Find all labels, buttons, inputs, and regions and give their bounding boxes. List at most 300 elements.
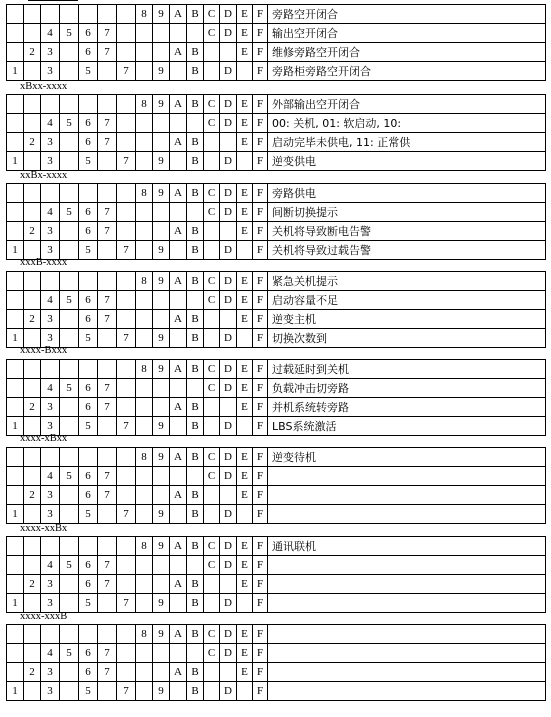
bit-cell: 9 [153, 95, 170, 114]
bit-cell: A [170, 5, 187, 24]
bit-cell: 6 [79, 133, 98, 152]
bit-cell: D [220, 505, 237, 524]
bit-cell [79, 5, 98, 24]
bit-cell [136, 24, 153, 43]
bit-cell [60, 62, 79, 81]
bit-cell: A [170, 663, 187, 682]
bit-cell [204, 329, 220, 348]
bit-cell [117, 537, 136, 556]
bit-cell [136, 43, 153, 62]
bit-cell: E [237, 537, 253, 556]
bit-cell [7, 114, 24, 133]
bit-cell [7, 537, 24, 556]
bit-cell: A [170, 537, 187, 556]
bit-cell [170, 644, 187, 663]
bit-table [6, 271, 546, 348]
bit-cell: 5 [79, 417, 98, 436]
bit-cell [79, 448, 98, 467]
bit-cell [220, 133, 237, 152]
bit-cell [117, 43, 136, 62]
bit-cell: 6 [79, 310, 98, 329]
bit-cell: 1 [7, 505, 24, 524]
bit-cell [136, 329, 153, 348]
bit-cell [117, 448, 136, 467]
bit-cell [136, 241, 153, 260]
bit-cell: 9 [153, 682, 170, 701]
bit-cell [60, 133, 79, 152]
bit-cell [24, 556, 41, 575]
bit-cell: F [253, 556, 268, 575]
bit-cell [204, 43, 220, 62]
bit-cell: 6 [79, 291, 98, 310]
bit-cell [117, 556, 136, 575]
bit-table [6, 183, 546, 260]
bit-cell: 7 [98, 398, 117, 417]
bit-cell: 8 [136, 184, 153, 203]
bit-cell: 3 [41, 152, 60, 171]
bit-cell: F [253, 291, 268, 310]
bit-cell [153, 203, 170, 222]
bit-cell: C [204, 644, 220, 663]
bit-cell [136, 152, 153, 171]
status-description: LBS系统激活 [268, 417, 546, 436]
bit-cell [7, 644, 24, 663]
bit-cell: B [187, 505, 204, 524]
bit-cell [24, 291, 41, 310]
bit-cell: 7 [98, 133, 117, 152]
bit-cell [41, 537, 60, 556]
bit-cell: E [237, 644, 253, 663]
bit-cell [136, 291, 153, 310]
bit-cell: F [253, 448, 268, 467]
bit-cell [98, 625, 117, 644]
bit-cell: B [187, 537, 204, 556]
bit-cell: F [253, 184, 268, 203]
bit-cell: 5 [60, 556, 79, 575]
bit-cell [24, 24, 41, 43]
bit-cell: C [204, 291, 220, 310]
bit-cell [204, 133, 220, 152]
bit-cell: 7 [98, 291, 117, 310]
bit-cell: F [253, 133, 268, 152]
bit-cell [98, 152, 117, 171]
bit-cell: A [170, 310, 187, 329]
bit-cell: B [187, 62, 204, 81]
bit-cell [41, 272, 60, 291]
bit-cell [153, 43, 170, 62]
bit-cell: D [220, 360, 237, 379]
bit-cell [98, 682, 117, 701]
bit-cell: 3 [41, 682, 60, 701]
status-description [268, 625, 546, 644]
bit-cell: F [253, 222, 268, 241]
bit-cell [7, 222, 24, 241]
bit-cell: B [187, 663, 204, 682]
bit-cell [204, 417, 220, 436]
bit-cell: 5 [60, 24, 79, 43]
bit-cell: E [237, 663, 253, 682]
bit-cell: B [187, 222, 204, 241]
bit-cell: 3 [41, 663, 60, 682]
bit-cell: D [220, 329, 237, 348]
status-description [268, 663, 546, 682]
bit-cell [117, 663, 136, 682]
bit-cell: F [253, 594, 268, 613]
bit-cell: F [253, 537, 268, 556]
bit-cell [136, 505, 153, 524]
bit-cell [60, 398, 79, 417]
bit-cell: C [204, 24, 220, 43]
bit-cell: 9 [153, 594, 170, 613]
bit-cell [7, 360, 24, 379]
bit-cell: 2 [24, 133, 41, 152]
bit-cell: C [204, 5, 220, 24]
bit-cell [136, 133, 153, 152]
bit-cell [117, 360, 136, 379]
bit-cell [41, 95, 60, 114]
bit-cell [60, 310, 79, 329]
bit-cell: 6 [79, 24, 98, 43]
table-row [7, 291, 546, 310]
bit-cell [220, 398, 237, 417]
bit-cell [117, 467, 136, 486]
status-description [268, 682, 546, 701]
bit-cell: F [253, 663, 268, 682]
bit-cell: 7 [98, 43, 117, 62]
bit-cell [153, 575, 170, 594]
bit-cell: E [237, 222, 253, 241]
bit-cell: 5 [60, 644, 79, 663]
status-description: 启动完毕未供电, 11: 正常供 [268, 133, 546, 152]
bit-cell [98, 95, 117, 114]
bit-cell [170, 594, 187, 613]
bit-cell: 1 [7, 682, 24, 701]
bit-cell [136, 467, 153, 486]
bit-cell: A [170, 360, 187, 379]
bit-cell: F [253, 203, 268, 222]
bit-cell: F [253, 43, 268, 62]
bit-cell: D [220, 556, 237, 575]
bit-cell: 1 [7, 417, 24, 436]
status-description: 间断切换提示 [268, 203, 546, 222]
bit-cell: 4 [41, 379, 60, 398]
table-row [7, 24, 546, 43]
bit-cell: 7 [98, 24, 117, 43]
bit-cell: 3 [41, 329, 60, 348]
bit-cell [7, 5, 24, 24]
bit-cell [136, 379, 153, 398]
bit-cell [204, 152, 220, 171]
bit-cell: B [187, 5, 204, 24]
bit-cell: B [187, 682, 204, 701]
bit-cell: 2 [24, 486, 41, 505]
bit-cell [170, 203, 187, 222]
section-title: xBxx-xxxx [20, 81, 68, 92]
bit-cell [153, 556, 170, 575]
bit-cell: C [204, 272, 220, 291]
bit-cell: 6 [79, 575, 98, 594]
bit-cell [153, 663, 170, 682]
bit-cell: E [237, 5, 253, 24]
bit-cell [237, 62, 253, 81]
table-row [7, 360, 546, 379]
bit-cell: 3 [41, 417, 60, 436]
bit-cell: 7 [98, 203, 117, 222]
bit-cell [7, 379, 24, 398]
bit-cell: 6 [79, 203, 98, 222]
status-description: 启动容量不足 [268, 291, 546, 310]
bit-cell: E [237, 43, 253, 62]
bit-cell: 8 [136, 272, 153, 291]
table-row [7, 5, 546, 24]
bit-cell: B [187, 360, 204, 379]
bit-cell: A [170, 184, 187, 203]
table-row [7, 467, 546, 486]
bit-cell: D [220, 291, 237, 310]
bit-cell [237, 417, 253, 436]
bit-cell [7, 24, 24, 43]
bit-cell: 7 [117, 62, 136, 81]
bit-cell: 8 [136, 95, 153, 114]
bit-cell: D [220, 114, 237, 133]
table-row [7, 310, 546, 329]
bit-cell [7, 467, 24, 486]
bit-cell [117, 310, 136, 329]
bit-cell [237, 329, 253, 348]
bit-cell: C [204, 379, 220, 398]
bit-cell: E [237, 398, 253, 417]
bit-cell: E [237, 133, 253, 152]
bit-cell: C [204, 95, 220, 114]
status-description: 通讯联机 [268, 537, 546, 556]
bit-cell: F [253, 467, 268, 486]
bit-cell [24, 95, 41, 114]
bit-cell: 9 [153, 505, 170, 524]
bit-cell [60, 43, 79, 62]
bit-cell: F [253, 241, 268, 260]
bit-cell: D [220, 594, 237, 613]
bit-cell: 7 [98, 644, 117, 663]
bit-cell: 5 [79, 682, 98, 701]
status-description [268, 486, 546, 505]
bit-cell [237, 241, 253, 260]
bit-cell [117, 5, 136, 24]
bit-cell [60, 360, 79, 379]
bit-cell: F [253, 360, 268, 379]
bit-cell [60, 5, 79, 24]
bit-cell: B [187, 594, 204, 613]
bit-cell [117, 24, 136, 43]
status-description [268, 594, 546, 613]
bit-cell: 7 [98, 486, 117, 505]
bit-cell [170, 291, 187, 310]
table-row [7, 575, 546, 594]
bit-cell [7, 448, 24, 467]
bit-cell [187, 467, 204, 486]
bit-cell: 9 [153, 448, 170, 467]
bit-cell: 4 [41, 203, 60, 222]
bit-cell: 3 [41, 594, 60, 613]
bit-cell [60, 663, 79, 682]
bit-cell: D [220, 448, 237, 467]
bit-cell: F [253, 682, 268, 701]
bit-cell: D [220, 625, 237, 644]
table-row [7, 663, 546, 682]
table-row [7, 62, 546, 81]
bit-cell: 5 [60, 379, 79, 398]
bit-cell: A [170, 43, 187, 62]
bit-cell [60, 575, 79, 594]
table-row [7, 152, 546, 171]
table-row [7, 329, 546, 348]
bit-cell: 3 [41, 398, 60, 417]
bit-cell: A [170, 272, 187, 291]
bit-cell [136, 556, 153, 575]
bit-cell [220, 486, 237, 505]
bit-cell [60, 486, 79, 505]
bit-cell [7, 398, 24, 417]
bit-cell [187, 556, 204, 575]
bit-cell [136, 417, 153, 436]
bit-cell: 4 [41, 24, 60, 43]
bit-cell: 7 [117, 152, 136, 171]
bit-cell [24, 682, 41, 701]
bit-cell: 1 [7, 594, 24, 613]
bit-cell: 9 [153, 625, 170, 644]
status-description: 外部输出空开闭合 [268, 95, 546, 114]
bit-cell [136, 486, 153, 505]
table-row [7, 644, 546, 663]
bit-cell: B [187, 575, 204, 594]
bit-cell [117, 222, 136, 241]
bit-cell [170, 62, 187, 81]
bit-cell: B [187, 241, 204, 260]
bit-table [6, 94, 546, 171]
bit-cell [187, 379, 204, 398]
bit-cell: 1 [7, 152, 24, 171]
bit-cell: D [220, 62, 237, 81]
bit-cell: 9 [153, 360, 170, 379]
bit-cell: D [220, 682, 237, 701]
bit-cell: 5 [60, 467, 79, 486]
bit-cell: 5 [79, 62, 98, 81]
bit-cell [117, 398, 136, 417]
bit-cell [220, 575, 237, 594]
bit-cell [220, 310, 237, 329]
bit-cell [117, 625, 136, 644]
bit-cell [220, 663, 237, 682]
bit-cell [170, 152, 187, 171]
bit-cell: F [253, 398, 268, 417]
bit-cell [98, 272, 117, 291]
bit-cell: 9 [153, 5, 170, 24]
table-row [7, 241, 546, 260]
status-description: 旁路空开闭合 [268, 5, 546, 24]
bit-cell: 8 [136, 537, 153, 556]
status-description: 逆变主机 [268, 310, 546, 329]
bit-cell: E [237, 360, 253, 379]
bit-cell [117, 486, 136, 505]
bit-cell: C [204, 625, 220, 644]
bit-cell: C [204, 203, 220, 222]
bit-cell: 7 [117, 329, 136, 348]
bit-cell [204, 398, 220, 417]
bit-table [6, 447, 546, 524]
section-title: xxxB-xxxx [20, 257, 68, 268]
bit-cell: B [187, 417, 204, 436]
bit-cell: 9 [153, 184, 170, 203]
section-title: xxxx-xxBx [20, 523, 68, 534]
status-description: 关机将导致断电告警 [268, 222, 546, 241]
bit-cell [153, 114, 170, 133]
bit-cell: 9 [153, 329, 170, 348]
table-row [7, 184, 546, 203]
bit-table [6, 624, 546, 701]
table-row [7, 114, 546, 133]
bit-cell: C [204, 184, 220, 203]
status-description: 输出空开闭合 [268, 24, 546, 43]
bit-cell: C [204, 360, 220, 379]
table-row [7, 43, 546, 62]
bit-cell [79, 95, 98, 114]
bit-cell [237, 594, 253, 613]
bit-cell: 6 [79, 43, 98, 62]
bit-cell [79, 184, 98, 203]
bit-cell [98, 505, 117, 524]
bit-cell [136, 310, 153, 329]
bit-cell: 5 [79, 152, 98, 171]
bit-cell: 6 [79, 556, 98, 575]
table-row [7, 379, 546, 398]
bit-cell [187, 114, 204, 133]
bit-cell: 8 [136, 625, 153, 644]
status-description [268, 575, 546, 594]
bit-cell [7, 203, 24, 222]
bit-cell: C [204, 114, 220, 133]
bit-cell: E [237, 486, 253, 505]
bit-cell: 3 [41, 310, 60, 329]
bit-cell: D [220, 5, 237, 24]
table-row [7, 537, 546, 556]
bit-cell [7, 184, 24, 203]
bit-cell: B [187, 329, 204, 348]
bit-cell [136, 663, 153, 682]
bit-cell [24, 537, 41, 556]
bit-cell: 9 [153, 537, 170, 556]
status-description: 00: 关机, 01: 软启动, 10: [268, 114, 546, 133]
bit-cell [117, 133, 136, 152]
bit-cell [170, 329, 187, 348]
bit-cell [98, 594, 117, 613]
bit-cell: 6 [79, 114, 98, 133]
bit-cell: E [237, 310, 253, 329]
bit-cell: D [220, 152, 237, 171]
bit-cell [136, 682, 153, 701]
bit-cell [79, 625, 98, 644]
bit-cell: F [253, 329, 268, 348]
bit-cell: D [220, 24, 237, 43]
bit-cell: E [237, 556, 253, 575]
bit-cell [220, 222, 237, 241]
bit-cell [98, 184, 117, 203]
table-row [7, 594, 546, 613]
bit-cell [7, 310, 24, 329]
bit-cell [41, 448, 60, 467]
bit-cell [98, 329, 117, 348]
bit-cell [41, 5, 60, 24]
bit-cell [24, 62, 41, 81]
bit-cell [153, 379, 170, 398]
